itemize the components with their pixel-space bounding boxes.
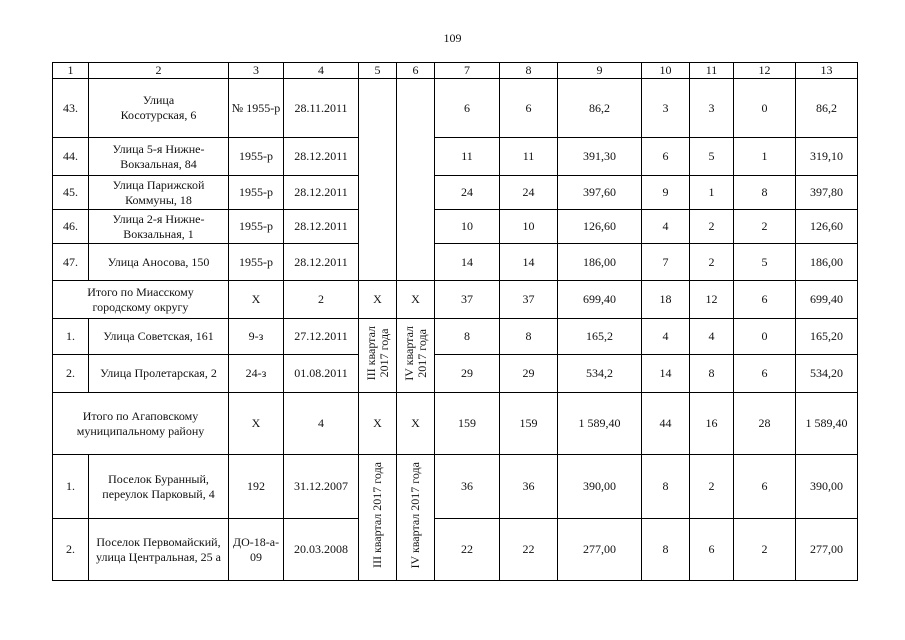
value-cell-c11: 2 xyxy=(690,210,734,244)
value-cell-c9: 165,2 xyxy=(558,319,642,355)
address-cell: Поселок Буранный, переулок Парковый, 4 xyxy=(89,455,229,519)
value-cell-c9: 126,60 xyxy=(558,210,642,244)
total-value-c8: 37 xyxy=(500,281,558,319)
total-value-c6: Х xyxy=(397,393,435,455)
value-cell-c9: 534,2 xyxy=(558,355,642,393)
header-cell: 4 xyxy=(284,63,359,79)
value-cell-c8: 22 xyxy=(500,519,558,581)
total-value-c4: 2 xyxy=(284,281,359,319)
header-cell: 13 xyxy=(796,63,858,79)
address-cell: Улица Пролетарская, 2 xyxy=(89,355,229,393)
value-cell-c11: 8 xyxy=(690,355,734,393)
document-number: 9-з xyxy=(229,319,284,355)
total-value-c7: 159 xyxy=(435,393,500,455)
value-cell-c13: 319,10 xyxy=(796,138,858,176)
value-cell-c13: 86,2 xyxy=(796,79,858,138)
document-number: 1955-р xyxy=(229,210,284,244)
value-cell-c13: 397,80 xyxy=(796,176,858,210)
value-cell-c12: 5 xyxy=(734,244,796,281)
table-body xyxy=(53,63,858,581)
header-cell: 7 xyxy=(435,63,500,79)
total-value-c8: 159 xyxy=(500,393,558,455)
value-cell-c9: 397,60 xyxy=(558,176,642,210)
total-value-c5: Х xyxy=(359,393,397,455)
table-row xyxy=(53,244,858,281)
value-cell-c13: 534,20 xyxy=(796,355,858,393)
value-cell-c10: 8 xyxy=(642,519,690,581)
header-row xyxy=(53,63,858,79)
address-cell: Улица 5-я Нижне- Вокзальная, 84 xyxy=(89,138,229,176)
row-number: 43. xyxy=(53,79,89,138)
address-cell: Улица 2-я Нижне- Вокзальная, 1 xyxy=(89,210,229,244)
quarter-label: IV квартал 2017 года xyxy=(401,326,429,381)
document-date: 28.11.2011 xyxy=(284,79,359,138)
table-row xyxy=(53,79,858,138)
row-number: 44. xyxy=(53,138,89,176)
row-number: 45. xyxy=(53,176,89,210)
value-cell-c9: 390,00 xyxy=(558,455,642,519)
value-cell-c10: 14 xyxy=(642,355,690,393)
total-value-c9: 1 589,40 xyxy=(558,393,642,455)
quarter-cell xyxy=(397,319,435,393)
value-cell-c7: 6 xyxy=(435,79,500,138)
total-value-c4: 4 xyxy=(284,393,359,455)
total-value-c13: 699,40 xyxy=(796,281,858,319)
value-cell-c13: 277,00 xyxy=(796,519,858,581)
total-value-c13: 1 589,40 xyxy=(796,393,858,455)
total-value-c10: 18 xyxy=(642,281,690,319)
quarter-cell xyxy=(397,455,435,581)
quarter-label: III квартал 2017 года xyxy=(370,462,384,569)
value-cell-c12: 2 xyxy=(734,210,796,244)
header-cell: 3 xyxy=(229,63,284,79)
document-number: № 1955-р xyxy=(229,79,284,138)
document-number: 24-з xyxy=(229,355,284,393)
value-cell-c12: 6 xyxy=(734,355,796,393)
value-cell-c7: 14 xyxy=(435,244,500,281)
value-cell-c8: 10 xyxy=(500,210,558,244)
row-number: 47. xyxy=(53,244,89,281)
total-value-c3: Х xyxy=(229,393,284,455)
value-cell-c13: 165,20 xyxy=(796,319,858,355)
header-cell: 11 xyxy=(690,63,734,79)
table-row xyxy=(53,176,858,210)
quarter-cell xyxy=(359,79,397,281)
header-cell: 6 xyxy=(397,63,435,79)
row-number: 46. xyxy=(53,210,89,244)
value-cell-c11: 4 xyxy=(690,319,734,355)
header-cell: 1 xyxy=(53,63,89,79)
total-row xyxy=(53,281,858,319)
document-number: 1955-р xyxy=(229,244,284,281)
row-number: 1. xyxy=(53,455,89,519)
document-date: 27.12.2011 xyxy=(284,319,359,355)
value-cell-c7: 11 xyxy=(435,138,500,176)
value-cell-c8: 8 xyxy=(500,319,558,355)
header-cell: 12 xyxy=(734,63,796,79)
header-cell: 8 xyxy=(500,63,558,79)
value-cell-c12: 6 xyxy=(734,455,796,519)
header-cell: 5 xyxy=(359,63,397,79)
document-date: 28.12.2011 xyxy=(284,244,359,281)
table-row xyxy=(53,355,858,393)
document-date: 01.08.2011 xyxy=(284,355,359,393)
value-cell-c11: 2 xyxy=(690,244,734,281)
header-cell: 9 xyxy=(558,63,642,79)
address-cell: Улица Косотурская, 6 xyxy=(89,79,229,138)
document-date: 28.12.2011 xyxy=(284,138,359,176)
data-table xyxy=(52,62,858,581)
value-cell-c8: 29 xyxy=(500,355,558,393)
document-date: 28.12.2011 xyxy=(284,176,359,210)
header-cell: 10 xyxy=(642,63,690,79)
total-value-c12: 28 xyxy=(734,393,796,455)
value-cell-c11: 6 xyxy=(690,519,734,581)
value-cell-c8: 14 xyxy=(500,244,558,281)
row-number: 1. xyxy=(53,319,89,355)
row-number: 2. xyxy=(53,519,89,581)
quarter-label: III квартал 2017 года xyxy=(363,326,391,381)
value-cell-c12: 0 xyxy=(734,319,796,355)
value-cell-c10: 6 xyxy=(642,138,690,176)
value-cell-c13: 390,00 xyxy=(796,455,858,519)
value-cell-c11: 1 xyxy=(690,176,734,210)
value-cell-c10: 8 xyxy=(642,455,690,519)
total-value-c9: 699,40 xyxy=(558,281,642,319)
total-value-c7: 37 xyxy=(435,281,500,319)
total-value-c3: Х xyxy=(229,281,284,319)
value-cell-c9: 186,00 xyxy=(558,244,642,281)
value-cell-c8: 11 xyxy=(500,138,558,176)
value-cell-c10: 7 xyxy=(642,244,690,281)
address-cell: Улица Парижской Коммуны, 18 xyxy=(89,176,229,210)
table-row xyxy=(53,519,858,581)
value-cell-c7: 8 xyxy=(435,319,500,355)
total-label: Итого по Миасскому городскому округу xyxy=(53,281,229,319)
value-cell-c12: 1 xyxy=(734,138,796,176)
value-cell-c11: 3 xyxy=(690,79,734,138)
value-cell-c12: 0 xyxy=(734,79,796,138)
table-row xyxy=(53,455,858,519)
value-cell-c9: 277,00 xyxy=(558,519,642,581)
quarter-cell xyxy=(397,79,435,281)
address-cell: Улица Аносова, 150 xyxy=(89,244,229,281)
value-cell-c13: 126,60 xyxy=(796,210,858,244)
document-date: 31.12.2007 xyxy=(284,455,359,519)
value-cell-c12: 2 xyxy=(734,519,796,581)
total-row xyxy=(53,393,858,455)
quarter-label: IV квартал 2017 года xyxy=(408,462,422,569)
address-cell: Поселок Первомайский, улица Центральная, 25 а xyxy=(89,519,229,581)
value-cell-c9: 391,30 xyxy=(558,138,642,176)
total-value-c11: 16 xyxy=(690,393,734,455)
value-cell-c8: 24 xyxy=(500,176,558,210)
value-cell-c7: 22 xyxy=(435,519,500,581)
quarter-cell xyxy=(359,455,397,581)
document-number: 192 xyxy=(229,455,284,519)
total-value-c11: 12 xyxy=(690,281,734,319)
value-cell-c7: 10 xyxy=(435,210,500,244)
header-cell: 2 xyxy=(89,63,229,79)
total-value-c10: 44 xyxy=(642,393,690,455)
value-cell-c10: 4 xyxy=(642,319,690,355)
document-number: 1955-р xyxy=(229,138,284,176)
value-cell-c10: 3 xyxy=(642,79,690,138)
row-number: 2. xyxy=(53,355,89,393)
address-cell: Улица Советская, 161 xyxy=(89,319,229,355)
value-cell-c12: 8 xyxy=(734,176,796,210)
value-cell-c13: 186,00 xyxy=(796,244,858,281)
value-cell-c7: 24 xyxy=(435,176,500,210)
quarter-cell xyxy=(359,319,397,393)
value-cell-c7: 29 xyxy=(435,355,500,393)
table-row xyxy=(53,210,858,244)
document-number: ДО-18-а- 09 xyxy=(229,519,284,581)
value-cell-c11: 5 xyxy=(690,138,734,176)
value-cell-c8: 6 xyxy=(500,79,558,138)
total-value-c5: Х xyxy=(359,281,397,319)
total-label: Итого по Агаповскому муниципальному району xyxy=(53,393,229,455)
value-cell-c8: 36 xyxy=(500,455,558,519)
document-date: 20.03.2008 xyxy=(284,519,359,581)
total-value-c6: Х xyxy=(397,281,435,319)
document-date: 28.12.2011 xyxy=(284,210,359,244)
value-cell-c10: 4 xyxy=(642,210,690,244)
value-cell-c9: 86,2 xyxy=(558,79,642,138)
value-cell-c11: 2 xyxy=(690,455,734,519)
value-cell-c10: 9 xyxy=(642,176,690,210)
page-number: 109 xyxy=(443,31,462,45)
value-cell-c7: 36 xyxy=(435,455,500,519)
table-row xyxy=(53,319,858,355)
table-row xyxy=(53,138,858,176)
document-number: 1955-р xyxy=(229,176,284,210)
total-value-c12: 6 xyxy=(734,281,796,319)
